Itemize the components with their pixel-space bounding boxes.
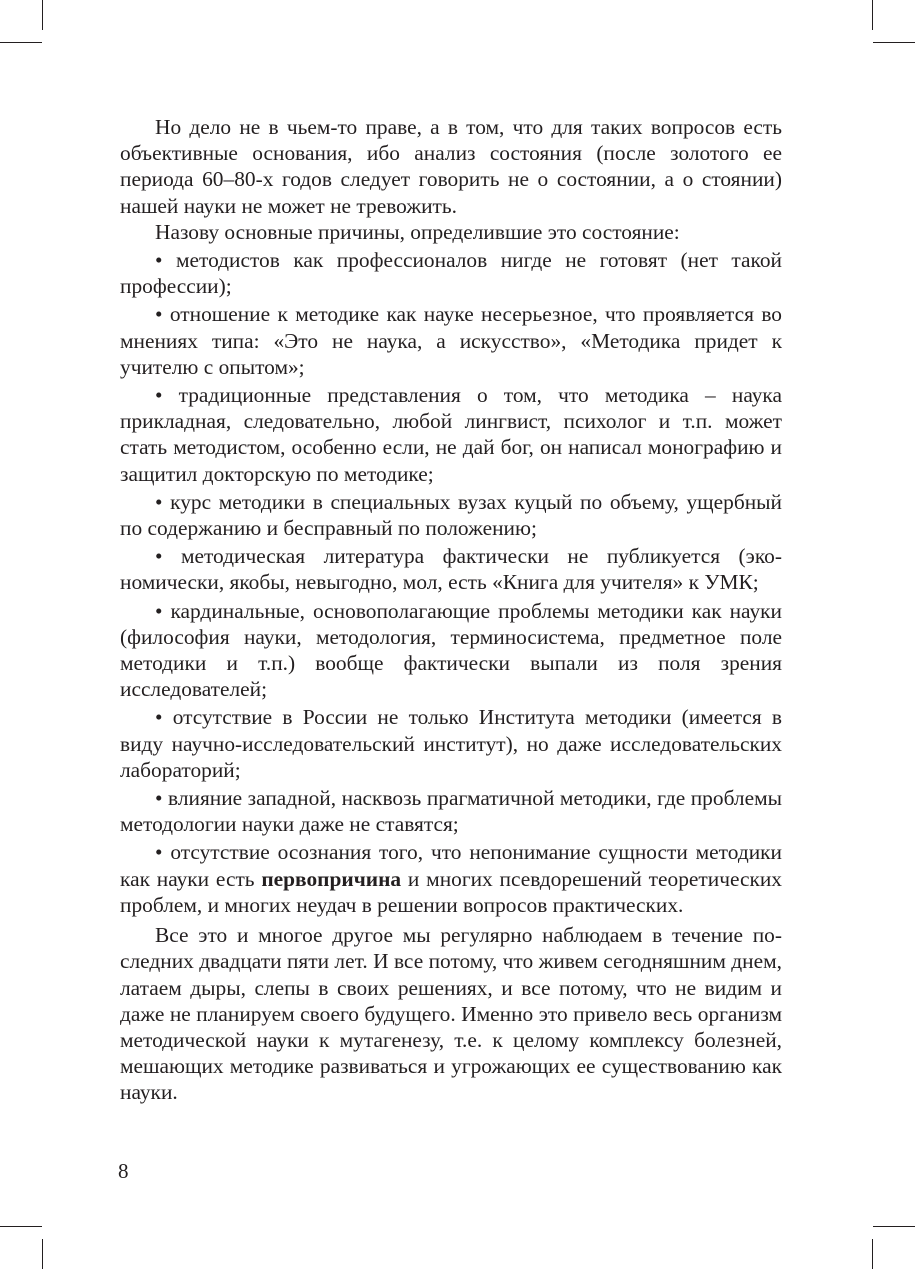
crop-mark-top-left-vertical [42,0,43,30]
list-item: • курс методики в специальных вузах куцый по объему, ущербный по содержанию и бесправный по положению; [120,489,782,541]
list-item: • методическая литература фактически не публикуется (экономически, якобы, невыгодно, мол, есть «Книга для учителя» к УМК; [120,544,782,595]
crop-mark-bottom-right-vertical [872,1239,873,1269]
paragraph-reasons-lead: Назову основные причины, определившие это состояние: [155,219,680,244]
list-item-text-after: и многих псевдорешений теоретических проблем, и многих неудач в решении вопросов практических. [120,866,783,917]
list-item: • отсутствие в России не только Института методики (имеется в виду научно-исследовательский институт), но даже исследовательских лабораторий; [120,705,782,782]
crop-mark-bottom-left-horizontal [0,1226,42,1227]
list-item-text-before: • отсутствие осознания того, что непонимание сущности методики как науки есть [120,840,782,891]
list-item: • традиционные представления о том, что методика – наука прикладная, следовательно, любой лингвист, психолог и т.п. может стать методистом, особенно если, не дай бог, он написал монографию и защитил докторскую по методике; [120,383,782,486]
paragraph-conclusion: Все это и многое другое мы регулярно наблюдаем в течение последних двадцати пяти лет. И все потому, что живем сегодняшним днем, латаем дыры, слепы в своих решениях, и все потому, что не видим и даже не планируем своего будущего. Именно это привело весь организм методической науки к мутагенезу, т.е. к целому комплексу болезней, мешающих методике развиваться и угрожающих ее существованию как науки. [120,923,782,1105]
body-text [120,114,782,1106]
paragraph-intro: Но дело не в чьем-то праве, а в том, что для таких вопросов есть объективные основания, ибо анализ состояния (после золотого ее периода 60–80-х годов следует говорить не о состоянии, а о стоянии) нашей науки не может не тревожить. [120,115,782,218]
crop-mark-bottom-left-vertical [42,1239,43,1269]
list-item: • кардинальные, основополагающие проблемы методики как науки (философия науки, методология, терминосистема, предметное поле методики и т.п.) вообще фактически выпали из поля зрения исследователей; [120,598,782,702]
crop-mark-top-right-horizontal [873,42,915,43]
page-number: 8 [118,1159,129,1183]
list-item: • влияние западной, насквозь прагматичной методики, где проблемы методологии науки даже не ставятся; [120,786,782,837]
list-item: • методистов как профессионалов нигде не готовят (нет такой профессии); [120,248,782,299]
emphasis-bold: первопричина [261,866,402,891]
crop-mark-top-right-vertical [872,0,873,30]
list-item: • отношение к методике как науке несерьезное, что проявляется во мнениях типа: «Это не наука, а искусство», «Методика придет к учителю с опытом»; [120,302,782,379]
list-item [120,839,782,918]
crop-mark-top-left-horizontal [0,42,42,43]
crop-mark-bottom-right-horizontal [873,1226,915,1227]
